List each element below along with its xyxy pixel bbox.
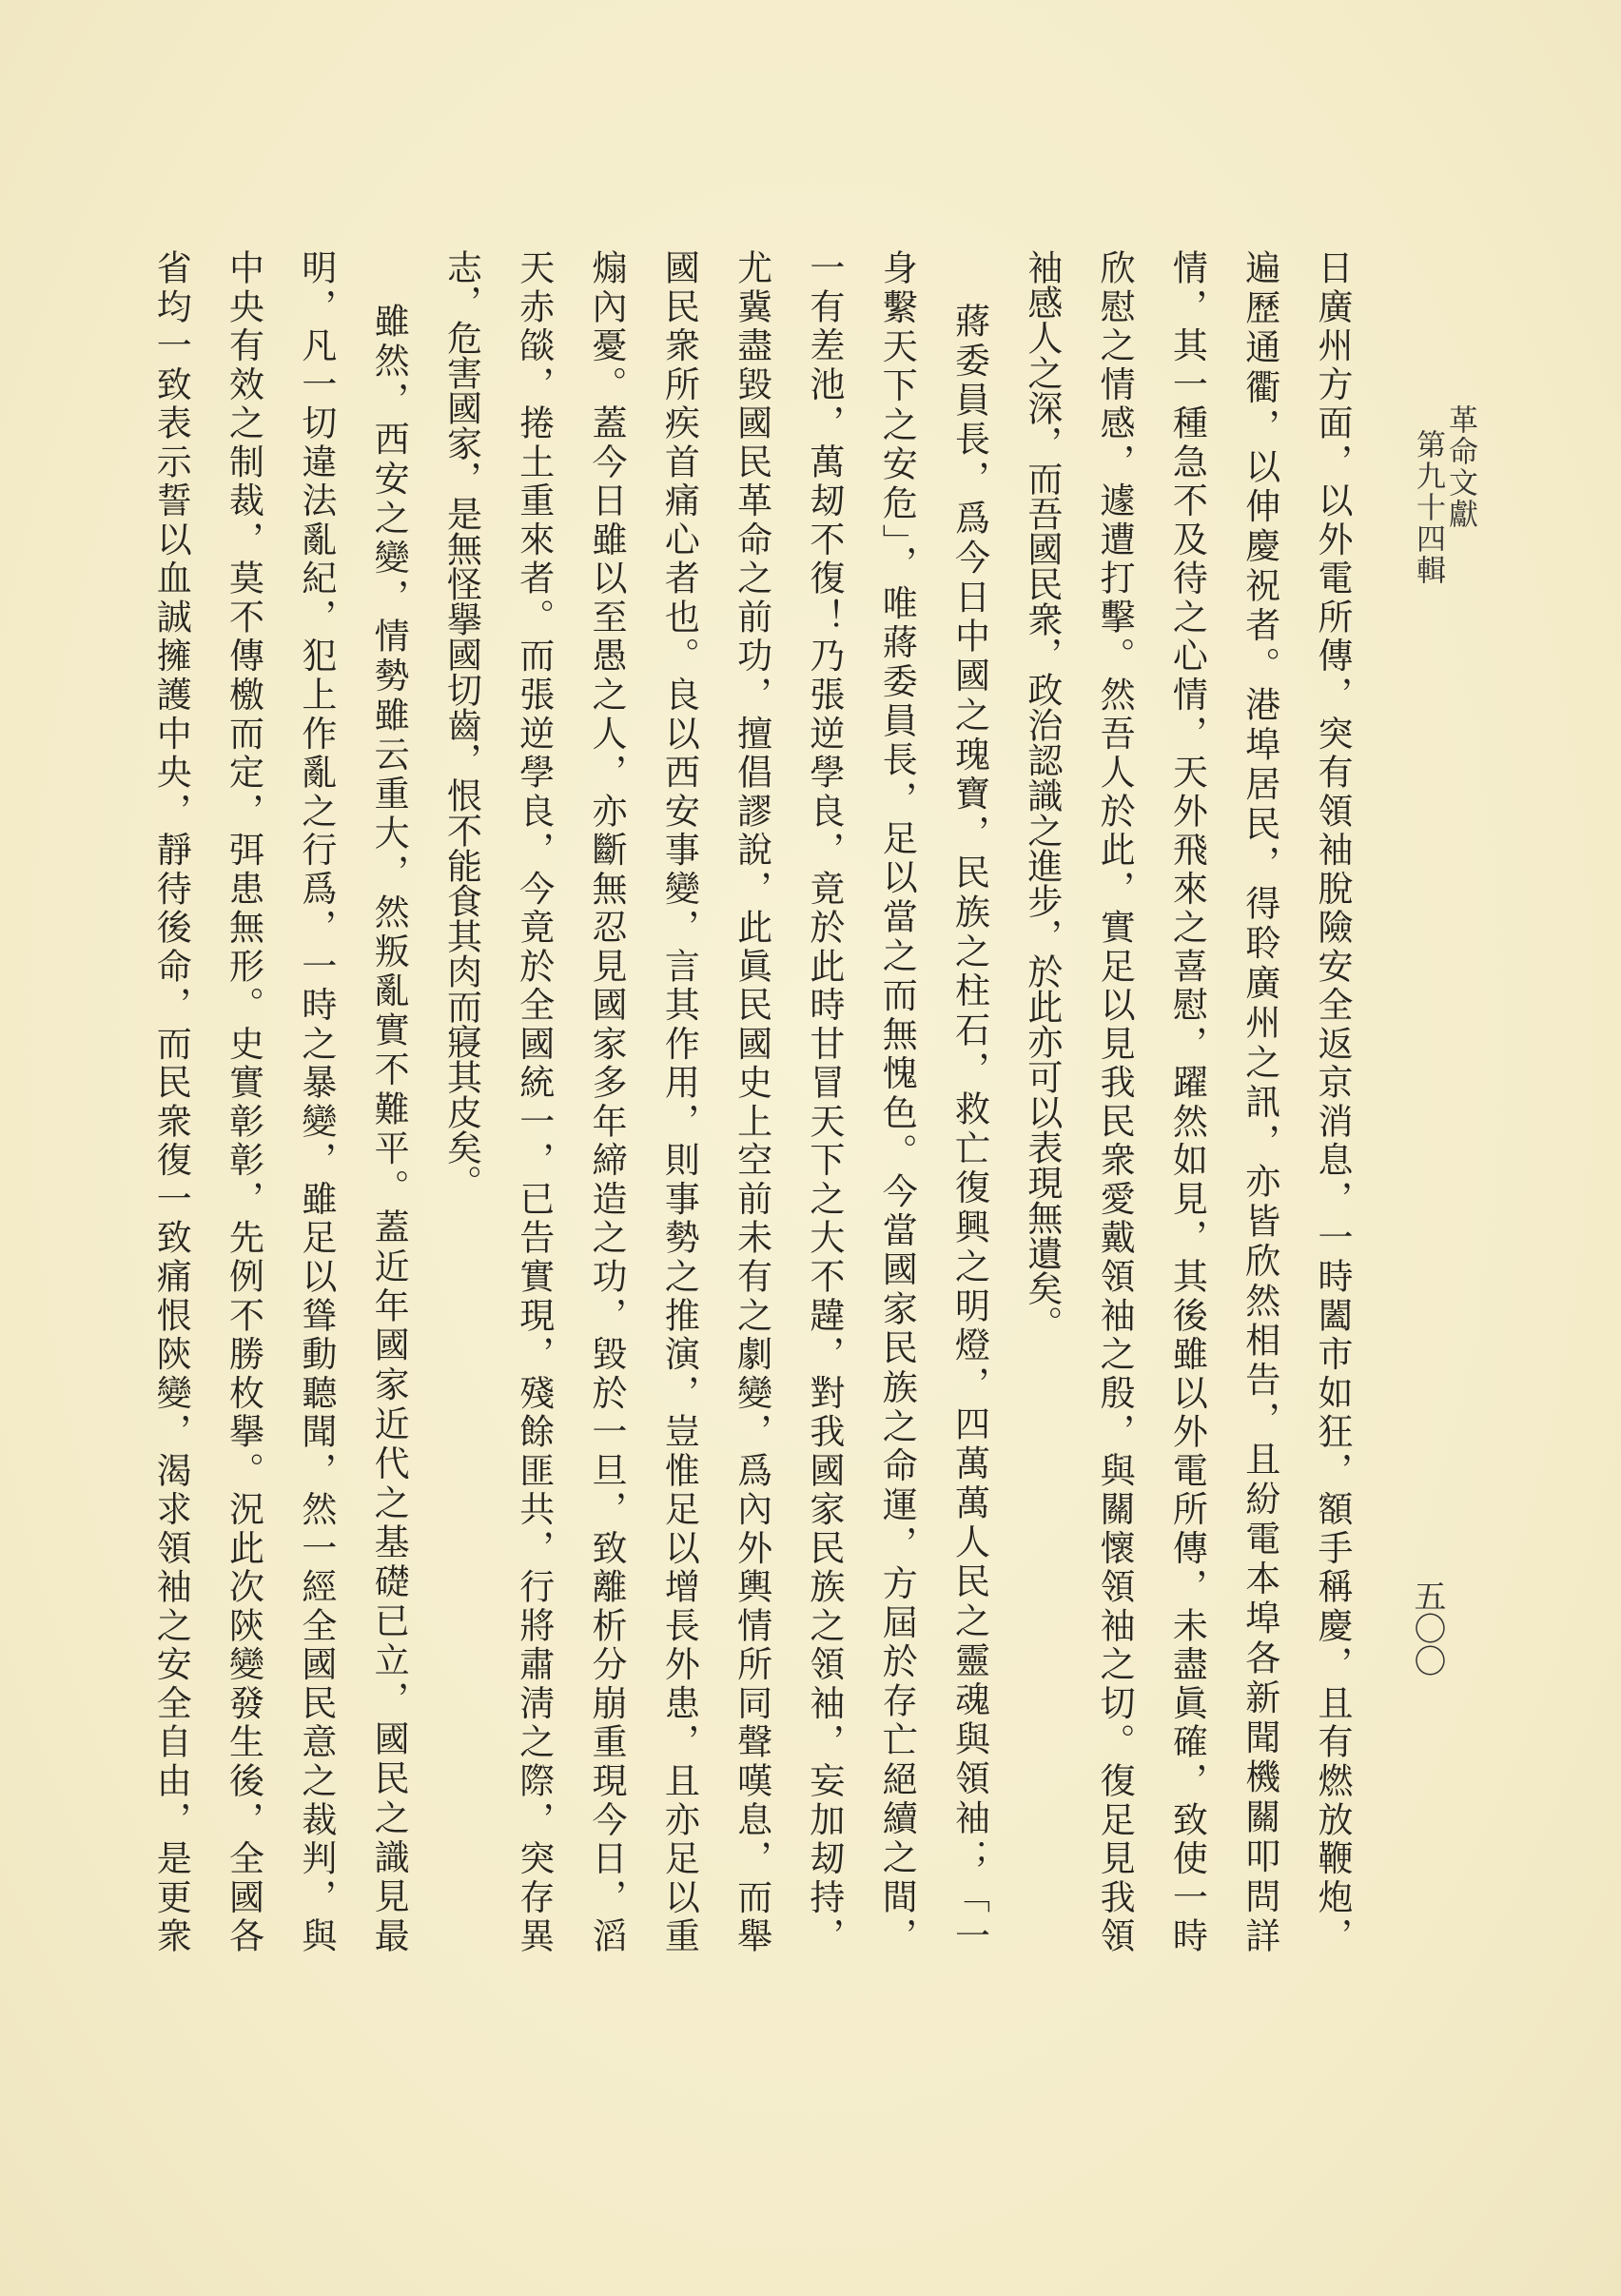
page-number: 五〇〇 [1408, 1580, 1446, 1677]
text-column: 煽內憂。蓋今日雖以至愚之人，亦斷無忍見國家多年締造之功，毀於一旦，致離析分崩重現今日，滔 [586, 249, 628, 1953]
text-column: 明，凡一切違法亂紀，犯上作亂之行爲，一時之暴變，雖足以聳動聽聞，然一經全國民意之裁判，與 [295, 249, 337, 1953]
book-title: 革命文獻 [1443, 404, 1477, 530]
text-column: 身繫天下之安危」，唯蔣委員長，足以當之而無愧色。今當國家民族之命運，方屆於存亡絕續之間， [876, 249, 918, 1953]
text-column: 袖感人之深，而吾國民衆，政治認識之進步，於此亦可以表現無遺矣。 [1021, 249, 1063, 1341]
text-column: 尤冀盡毀國民革命之前功，擅倡謬說，此眞民國史上空前未有之劇變，爲內外輿情所同聲嘆息，而舉 [731, 249, 772, 1953]
text-column: 欣慰之情感，遽遭打擊。然吾人於此，實足以見我民衆愛戴領袖之殷，與關懷領袖之切。復足見我領 [1094, 249, 1136, 1953]
text-column: 國民衆所疾首痛心者也。良以西安事變，言其作用，則事勢之推演，豈惟足以增長外患，且亦足以重 [658, 249, 700, 1953]
text-column: 情，其一種急不及待之心情，天外飛來之喜慰，躍然如見，其後雖以外電所傳，未盡眞確，致使一時 [1166, 249, 1208, 1953]
body-text [134, 249, 1368, 1962]
text-column: 日廣州方面，以外電所傳，突有領袖脫險安全返京消息，一時闔市如狂，額手稱慶，且有燃放鞭炮， [1312, 249, 1353, 1953]
text-column: 志，危害國家，是無怪擧國切齒，恨不能食其肉而寢其皮矣。 [440, 249, 482, 1200]
text-column: 省均一致表示誓以血誠擁護中央，靜待後命，而民衆復一致痛恨陝變，渴求領袖之安全自由，是更衆 [150, 249, 192, 1953]
paragraph-start-column: 蔣委員長，爲今日中國之瑰寶，民族之柱石，救亡復興之明燈，四萬萬人民之靈魂與領袖；「一 [948, 303, 990, 1953]
running-head [1412, 404, 1476, 586]
paragraph-start-column: 雖然，西安之變，情勢雖云重大，然叛亂實不難平。蓋近年國家近代之基礎已立，國民之識見最 [368, 303, 410, 1953]
text-column: 中央有效之制裁，莫不傳檄而定，弭患無形。史實彰彰，先例不勝枚擧。況此次陝變發生後，全國各 [223, 249, 264, 1953]
volume-number: 第九十四輯 [1411, 429, 1445, 586]
text-column: 一有差池，萬刼不復！乃張逆學良，竟於此時甘冒天下之大不韙，對我國家民族之領袖，妄加刼持， [803, 249, 845, 1953]
text-column: 天赤燄，捲土重來者。而張逆學良，今竟於全國統一，已告實現，殘餘匪共，行將肅淸之際，突存異 [513, 249, 555, 1953]
text-column: 遍歷通衢，以伸慶祝者。港埠居民，得聆廣州之訊，亦皆欣然相告，且紛電本埠各新聞機關叩問詳 [1239, 249, 1280, 1953]
